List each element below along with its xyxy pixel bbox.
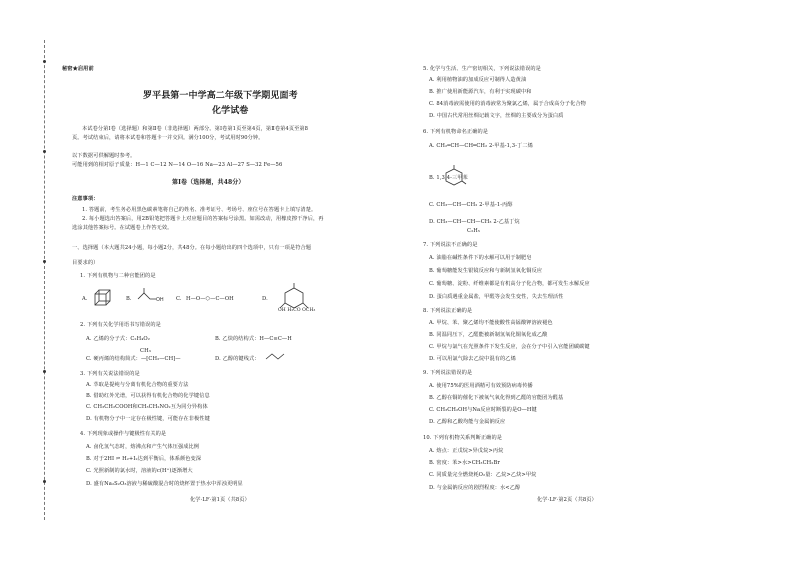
note-1: 1. 答题前，考生务必用黑色碳素笔将自己的姓名、准考证号、考场号、座位号在答题卡上填写清楚。 [82, 207, 317, 213]
exam-title: 罗平县第一中学高二年级下学期见面考 [143, 91, 298, 101]
q2-option-c-ch3: CH₃ [140, 348, 151, 354]
q6-option-a: A. CH₂═CH—CH═CH₂ 2-甲基-1,3-丁二烯 [429, 143, 533, 149]
q2-option-d: D. 乙醇的键线式： [215, 356, 260, 362]
intro-line-1: 本试卷分第Ⅰ卷（选择题）和第Ⅱ卷（非选择题）两部分。第Ⅰ卷第1页至第4页，第Ⅱ卷第4页至第8 [82, 126, 309, 132]
question-2: 2. 下列有关化学用语书写错误的是 [80, 322, 161, 328]
q9-option-c: C. CH₃CH₂OH与Na反应时断裂的是O—H键 [429, 407, 537, 413]
note-2a: 2. 每小题选出答案后，用2B铅笔把答题卡上对应题目的答案标号涂黑。如需改动，用橡皮擦干净后，再 [82, 216, 324, 222]
q1-option-a-label: A. [82, 296, 88, 302]
q5-option-d: D. 中国古代常用丝绸记载文字，丝绸的主要成分为蛋白质 [429, 113, 564, 119]
q8-option-d: D. 可以用氯气除去乙烷中混有的乙烯 [429, 356, 516, 362]
q10-option-b: B. 密度：苯>水>CH₃CH₂Br [429, 460, 500, 466]
part1-title: 第Ⅰ卷（选择题，共48分） [172, 179, 245, 186]
q3-option-b: B. 借助红外光谱，可以获得有机化合物的化学键信息 [86, 393, 210, 399]
q7-option-d: D. 蛋白质遇重金属盐，甲醛等会发生变性，失去生理活性 [429, 294, 564, 300]
question-1: 1. 下列有机物与二种官能团的是 [80, 273, 156, 279]
q6-option-c: C. CH₃—CH—CH₂ 2-甲基-1-丙醇 [429, 202, 513, 208]
atomic-mass-list: 可能用到的相对原子质量：H—1 C—12 N—14 O—16 Na—23 Al—27 S—32 Fe—56 [72, 162, 283, 168]
q7-option-b: B. 葡萄糖能发生银镜反应和与新制氢氧化铜反应 [429, 268, 543, 274]
question-5: 5. 化学与生活、生产密切相关，下列说法错误的是 [423, 66, 541, 72]
question-10: 10. 下列有机物关系判断正确的是 [423, 435, 503, 441]
q9-option-b: B. 乙醇在铜的催化下被氧气氧化得到乙醛的官能团为醛基 [429, 395, 564, 401]
q7-option-a: A. 油脂在碱性条件下的水解可以用于制肥皂 [429, 255, 532, 261]
q6-option-d-substituent: C₂H₅ [467, 228, 481, 234]
q1-option-d-groups: OH H₂CO OCH₃ [278, 308, 316, 313]
section-1-heading: 一、选择题（本大题共24小题，每小题2分，共48分。在每小题给出的四个选项中，只有一项是符合题 [72, 245, 312, 251]
page-footer-right: 化学·LF·第2页（共8页） [537, 497, 597, 503]
intro-line-2: 页。考试结束后，请将本试卷和答题卡一并交回。满分100分，考试用时90分钟。 [72, 135, 264, 141]
q6-option-b: B. 1,3,4-三甲苯 [429, 175, 468, 181]
q4-option-a: A. 卤化氢气态时，熔沸点和产生气体压强成比例 [86, 444, 200, 450]
q8-option-b: B. 同温同压下，乙醛能被新制氢氧化铜氧化成乙酸 [429, 332, 548, 338]
question-9: 9. 下列说法错误的是 [423, 370, 473, 376]
question-3: 3. 下列有关说法错误的是 [80, 371, 140, 377]
q1-option-c-label: C. [176, 296, 182, 302]
aldehyde-alcohol-structure-icon [136, 287, 162, 305]
q6-option-d: D. CH₃—CH—CH—CH₃ 2-乙基丁烷 [429, 219, 520, 225]
cubane-structure-icon [92, 288, 114, 308]
q8-option-a: A. 甲烷、苯、聚乙烯均不能使酸性高锰酸钾溶液褪色 [429, 320, 553, 326]
q3-option-d: D. 有机物分子中一定存在极性键，可能存在非极性键 [86, 416, 210, 422]
q5-option-a: A. 利用植物油的加成反应可制得人造黄油 [429, 77, 527, 83]
ethanol-skeletal-icon [265, 352, 287, 361]
q1-option-d-label: D. [262, 296, 268, 302]
q4-option-c: C. 光照新制的氯水时，溶液的c(H⁺)逐渐增大 [86, 468, 193, 474]
q7-option-c: C. 葡萄糖、淀粉、纤维素都是有机高分子化合物，都可发生水解反应 [429, 281, 590, 287]
q5-option-c: C. 84消毒液需使用的消毒液常为聚氯乙烯，属于合成高分子化合物 [429, 101, 586, 107]
question-7: 7. 下列说法不正确的是 [423, 242, 478, 248]
svg-text:OH: OH [156, 297, 164, 303]
notes-heading: 注意事项： [72, 196, 99, 202]
q1-option-c-formula: H—O—⬡—C—OH [186, 296, 234, 302]
q1-option-b-label: B. [126, 296, 132, 302]
q10-option-d: D. 与金属钠反应的剧烈程度：水<乙醇 [429, 485, 521, 491]
exam-subtitle: 化学试卷 [212, 106, 249, 116]
q9-option-d: D. 乙醇和乙酸均能与金属钠反应 [429, 419, 506, 425]
q2-option-b: B. 乙炔的结构式：H—C≡C—H [215, 336, 292, 342]
atomic-mass-heading: 以下数据可供解题时参考。 [72, 153, 136, 159]
q3-option-c: C. CH₃CH₂COOH和CH₃CH₂NO₂互为同分异构体 [86, 404, 208, 410]
q2-option-a: A. 乙烯的分子式：C₂H₄O₂ [86, 336, 150, 342]
q9-option-a: A. 使用75%的医用酒精可有效预防病毒传播 [429, 383, 533, 389]
q4-option-b: B. 对于2HI ⇌ H₂+I₂达到平衡后，体系颜色变深 [86, 456, 202, 462]
q4-option-d: D. 盛有Na₂S₂O₃溶液与稀硫酸混合时的烧杯置于热水中浑浊更明显 [86, 481, 243, 487]
q10-option-c: C. 同质量完全燃烧耗O₂量：乙烷>乙炔>甲烷 [429, 472, 537, 478]
question-8: 8. 下列说法正确的是 [423, 308, 473, 314]
binding-line [44, 40, 45, 520]
question-4: 4. 下列现象或操作与键极性有关的是 [80, 431, 167, 437]
q3-option-a: A. 萃取是提纯与分离有机化合物的重要方法 [86, 382, 189, 388]
q2-option-c: C. 硬丙烯的结构简式：—[CH₂—CH]— [86, 356, 181, 362]
section-1-heading-cont: 目要求的） [72, 260, 99, 266]
right-page [397, 0, 794, 562]
q8-option-c: C. 甲烷与氯气在光照条件下发生反应，会在分子中引入官能团碳碳键 [429, 344, 590, 350]
q10-option-a: A. 熔点：正戊烷>异戊烷>丙烷 [429, 448, 504, 454]
page-footer-left: 化学·LF·第1页（共8页） [190, 497, 250, 503]
secret-tag: 秘密★启用前 [62, 66, 94, 72]
question-6: 6. 下列有机物命名正确的是 [423, 129, 489, 135]
q5-option-b: B. 推广使用新能源汽车，有利于实现碳中和 [429, 89, 532, 95]
note-2b: 选涂其他答案标号。在试题卷上作答无效。 [72, 225, 173, 231]
